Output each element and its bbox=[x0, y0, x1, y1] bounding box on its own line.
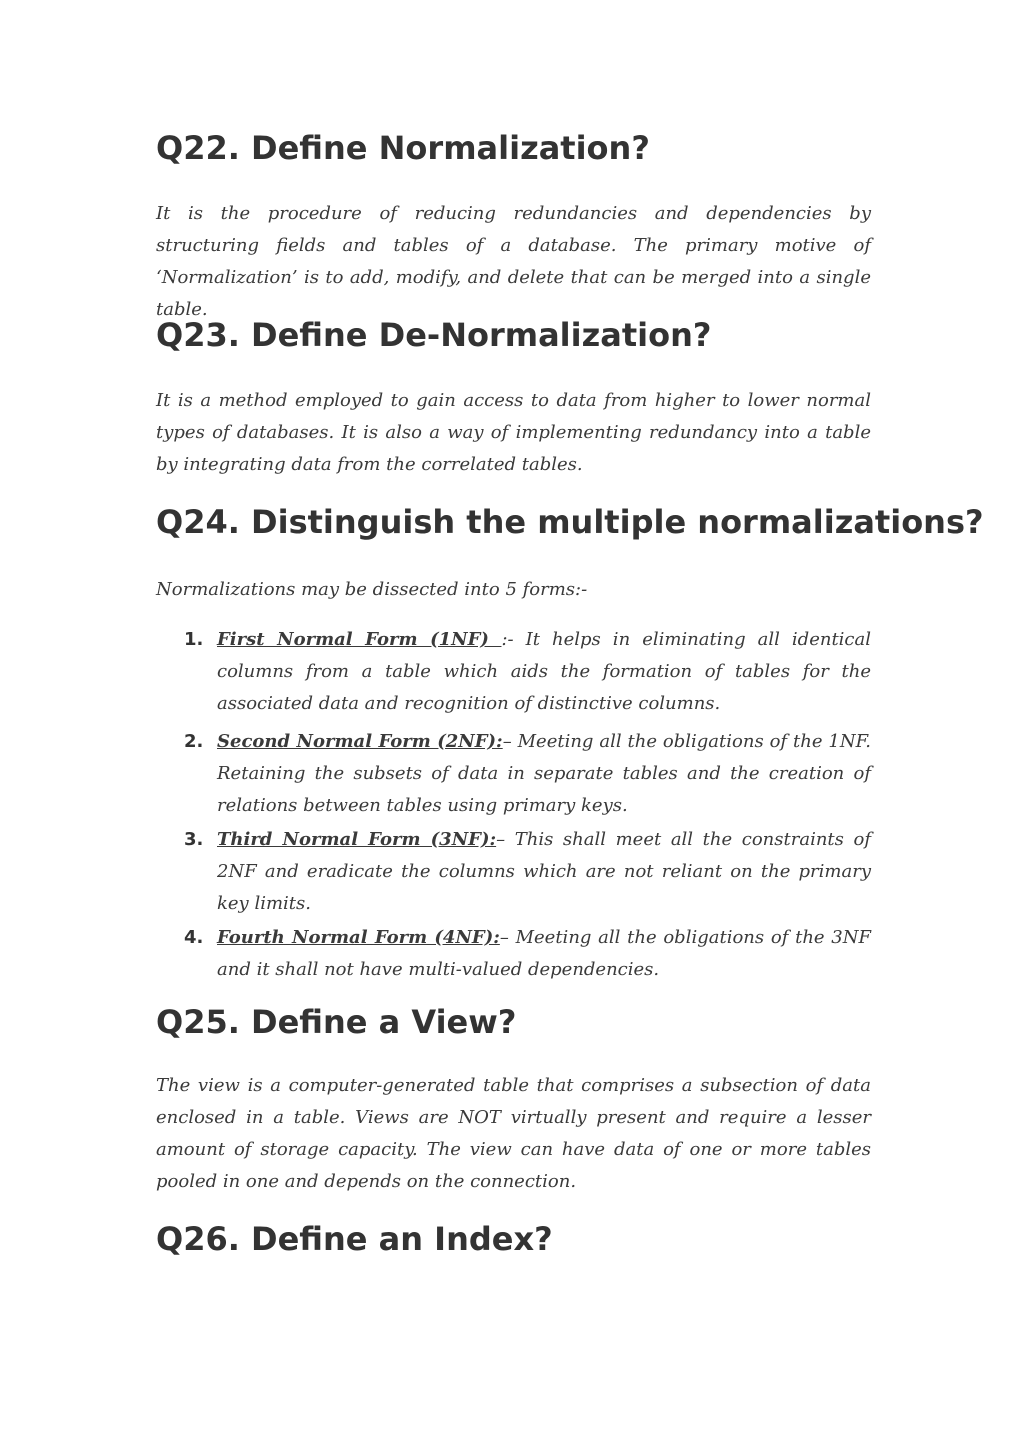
list-item-text: :- It helps in eliminating all identical columns from a table which aids the formation of tables for the associated data and recognition of distinctive columns. bbox=[217, 629, 871, 714]
list-item bbox=[156, 824, 871, 920]
list-item-text: – This shall meet all the constraints of 2NF and eradicate the columns which are not reliant on the primary key limits. bbox=[217, 829, 871, 914]
list-item-number: 2. bbox=[184, 731, 204, 752]
list-item-number: 4. bbox=[184, 927, 204, 948]
heading-q23: Q23. Define De-Normalization? bbox=[156, 316, 712, 354]
list-item-term: First Normal Form (1NF) bbox=[217, 629, 502, 650]
list-item-text: – Meeting all the obligations of the 1NF. Retaining the subsets of data in separate tables and the creation of relations between tables using primary keys. bbox=[217, 731, 871, 816]
list-item-text: – Meeting all the obligations of the 3NF and it shall not have multi-valued dependencies. bbox=[217, 927, 871, 980]
heading-q24: Q24. Distinguish the multiple normalizations? bbox=[156, 503, 984, 541]
normal-forms-list bbox=[156, 624, 871, 986]
list-item-term: Second Normal Form (2NF): bbox=[217, 731, 503, 752]
list-item-term: Fourth Normal Form (4NF): bbox=[217, 927, 500, 948]
paragraph-q22: It is the procedure of reducing redundancies and dependencies by structuring fields and tables of a database. The primary motive of ‘Normalization’ is to add, modify, and delete that can be merged into a single table. bbox=[156, 203, 871, 320]
list-item bbox=[156, 624, 871, 720]
paragraph-q25: The view is a computer-generated table that comprises a subsection of data enclosed in a table. Views are NOT virtually present and require a lesser amount of storage capacity. The view can have data of one or more tables pooled in one and depends on the connection. bbox=[156, 1075, 871, 1192]
list-item bbox=[156, 922, 871, 986]
heading-q26: Q26. Define an Index? bbox=[156, 1220, 553, 1258]
heading-q25: Q25. Define a View? bbox=[156, 1003, 517, 1041]
heading-q22: Q22. Define Normalization? bbox=[156, 129, 650, 167]
list-item-term: Third Normal Form (3NF): bbox=[217, 829, 497, 850]
paragraph-q23: It is a method employed to gain access to data from higher to lower normal types of databases. It is also a way of implementing redundancy into a table by integrating data from the correlated tables. bbox=[156, 390, 871, 475]
list-item-number: 1. bbox=[184, 629, 204, 650]
list-item bbox=[156, 726, 871, 822]
paragraph-q24-intro: Normalizations may be dissected into 5 forms:- bbox=[156, 579, 588, 600]
list-item-number: 3. bbox=[184, 829, 204, 850]
